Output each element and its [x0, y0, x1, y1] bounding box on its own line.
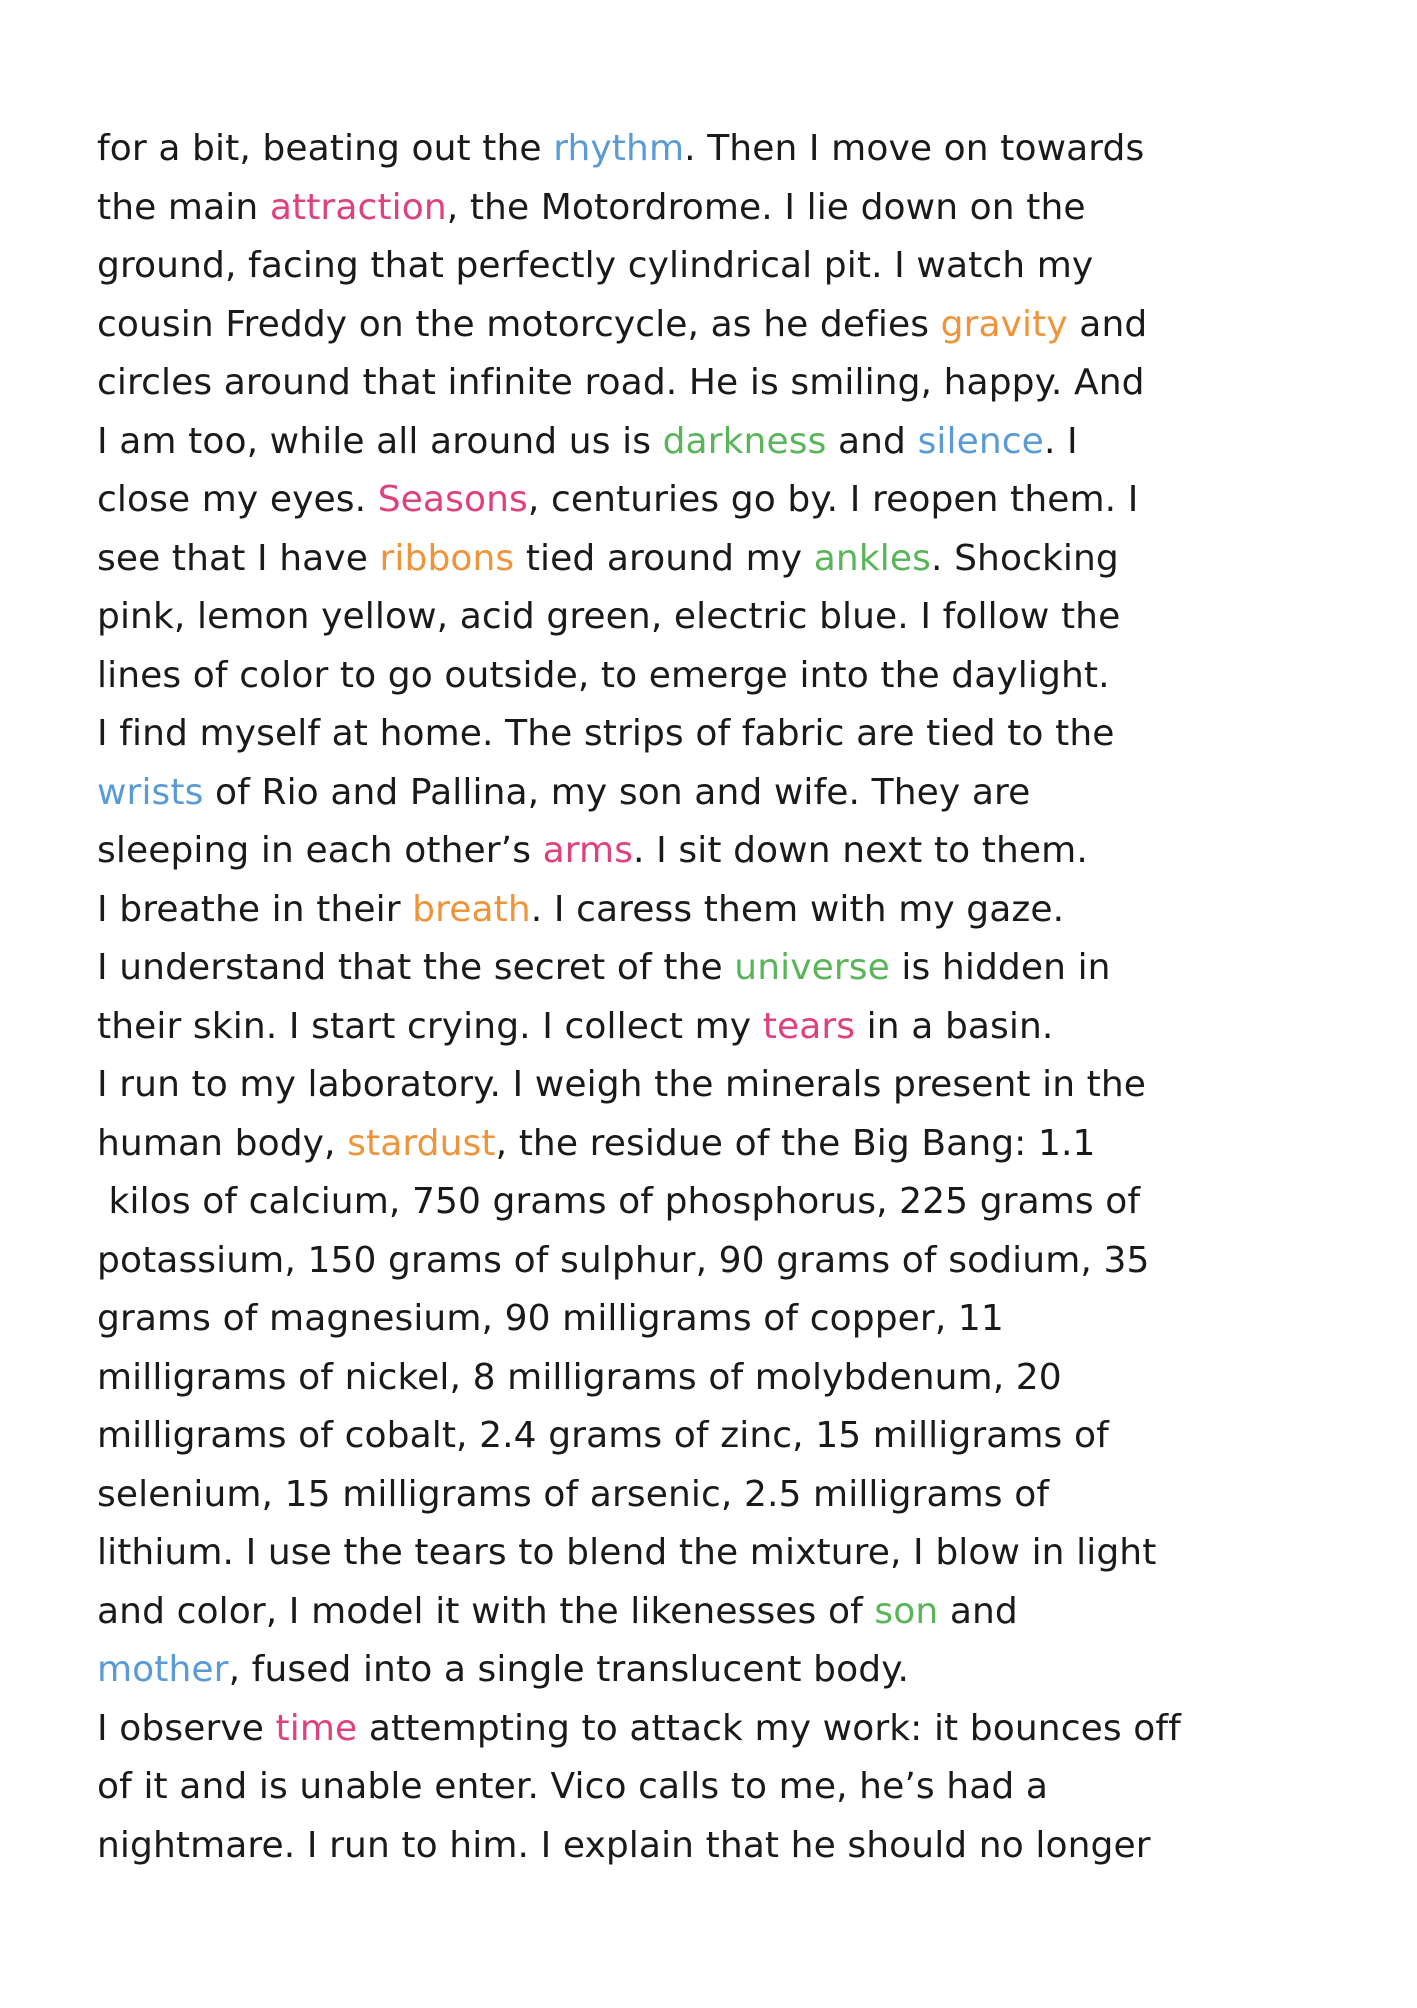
text-run: close my eyes. — [97, 479, 378, 520]
text-run: and — [938, 1590, 1018, 1632]
text-line — [97, 1758, 1337, 1817]
text-line — [97, 1583, 1337, 1642]
text-run: grams of magnesium, 90 milligrams of copper, 11 — [97, 1298, 1004, 1339]
text-line — [97, 530, 1337, 589]
text-run: . Then I move on towards — [684, 128, 1145, 169]
text-run: selenium, 15 milligrams of arsenic, 2.5 milligrams of — [97, 1473, 1050, 1515]
text-line — [97, 1407, 1337, 1466]
text-run: for a bit, beating out the — [97, 128, 554, 169]
text-run: milligrams of cobalt, 2.4 grams of zinc, 15 milligrams of — [97, 1415, 1109, 1456]
text-line — [97, 471, 1337, 530]
highlighted-word: son — [874, 1590, 939, 1632]
highlighted-word: silence — [917, 420, 1044, 462]
text-run: I breathe in their — [97, 888, 413, 930]
text-run: of it and is unable enter. Vico calls to me, he’s had a — [97, 1766, 1049, 1807]
highlighted-word: mother — [97, 1649, 229, 1690]
text-line — [97, 647, 1337, 706]
text-run: ground, facing that perfectly cylindrical pit. I watch my — [97, 245, 1094, 286]
text-run: . Shocking — [930, 537, 1119, 579]
text-run: I am too, while all around us is — [97, 420, 663, 462]
text-line — [97, 705, 1337, 764]
text-run: potassium, 150 grams of sulphur, 90 grams of sodium, 35 — [97, 1239, 1150, 1281]
text-run: lithium. I use the tears to blend the mixture, I blow in light — [97, 1532, 1157, 1573]
text-run: is hidden in — [889, 947, 1111, 988]
text-run: and — [826, 420, 918, 462]
highlighted-word: rhythm — [553, 128, 685, 169]
text-run: see that I have — [97, 537, 380, 579]
text-run: kilos of calcium, 750 grams of phosphorus, 225 grams of — [97, 1181, 1141, 1222]
highlighted-word: ankles — [813, 537, 931, 579]
text-line — [97, 822, 1337, 881]
text-run: nightmare. I run to him. I explain that he should no longer — [97, 1824, 1151, 1866]
text-line — [97, 1232, 1337, 1291]
text-line — [97, 1641, 1337, 1700]
text-run: , the Motordrome. I lie down on the — [446, 186, 1086, 228]
text-run: of Rio and Pallina, my son and wife. They are — [203, 771, 1031, 813]
highlighted-word: wrists — [97, 771, 204, 813]
text-run: , the residue of the Big Bang: 1.1 — [495, 1122, 1096, 1164]
highlighted-word: universe — [734, 947, 890, 988]
text-run: sleeping in each other’s — [97, 830, 543, 871]
text-line — [97, 179, 1337, 238]
text-run: tied around my — [514, 537, 814, 579]
text-line — [97, 120, 1337, 179]
text-line — [97, 939, 1337, 998]
text-run: circles around that infinite road. He is smiling, happy. And — [97, 362, 1145, 403]
text-run: cousin Freddy on the motorcycle, as he defies — [97, 303, 941, 345]
body-text — [97, 120, 1337, 1875]
highlighted-word: attraction — [269, 186, 447, 228]
text-run: attempting to attack my work: it bounces off — [357, 1707, 1181, 1749]
text-line — [97, 1700, 1337, 1759]
text-line — [97, 881, 1337, 940]
highlighted-word: ribbons — [379, 537, 515, 579]
text-run: I run to my laboratory. I weigh the minerals present in the — [97, 1064, 1147, 1105]
highlighted-word: breath — [412, 888, 531, 930]
text-line — [97, 1173, 1337, 1232]
text-run: pink, lemon yellow, acid green, electric blue. I follow the — [97, 596, 1121, 637]
text-run: and color, I model it with the likenesses of — [97, 1590, 875, 1632]
text-run: the main — [97, 186, 270, 228]
text-line — [97, 764, 1337, 823]
text-line — [97, 1466, 1337, 1525]
highlighted-word: arms — [542, 830, 634, 871]
text-run: in a basin. — [855, 1005, 1054, 1047]
highlighted-word: darkness — [662, 420, 827, 462]
text-line — [97, 354, 1337, 413]
highlighted-word: Seasons — [377, 479, 528, 520]
text-line — [97, 413, 1337, 472]
text-run: . I caress them with my gaze. — [530, 888, 1065, 930]
text-line — [97, 296, 1337, 355]
text-run: and — [1067, 303, 1148, 345]
text-run: human body, — [97, 1122, 348, 1164]
text-line — [97, 1115, 1337, 1174]
text-run: lines of color to go outside, to emerge into the daylight. — [97, 654, 1110, 696]
text-line — [97, 588, 1337, 647]
text-run: I observe — [97, 1707, 276, 1749]
text-line — [97, 1290, 1337, 1349]
text-line — [97, 1056, 1337, 1115]
text-run: milligrams of nickel, 8 milligrams of molybdenum, 20 — [97, 1356, 1062, 1398]
text-line — [97, 237, 1337, 296]
highlighted-word: gravity — [940, 303, 1068, 345]
text-line — [97, 1817, 1337, 1876]
text-run: I understand that the secret of the — [97, 947, 735, 988]
text-run: , centuries go by. I reopen them. I — [527, 479, 1139, 520]
text-line — [97, 1349, 1337, 1408]
text-line — [97, 1524, 1337, 1583]
highlighted-word: tears — [762, 1005, 856, 1047]
highlighted-word: stardust — [347, 1122, 496, 1164]
text-run: , fused into a single translucent body. — [228, 1649, 910, 1690]
text-run: . I — [1043, 420, 1078, 462]
text-run: . I sit down next to them. — [633, 830, 1088, 871]
text-run: I find myself at home. The strips of fabric are tied to the — [97, 713, 1115, 754]
highlighted-word: time — [275, 1707, 358, 1749]
text-run: their skin. I start crying. I collect my — [97, 1005, 763, 1047]
text-line — [97, 998, 1337, 1057]
